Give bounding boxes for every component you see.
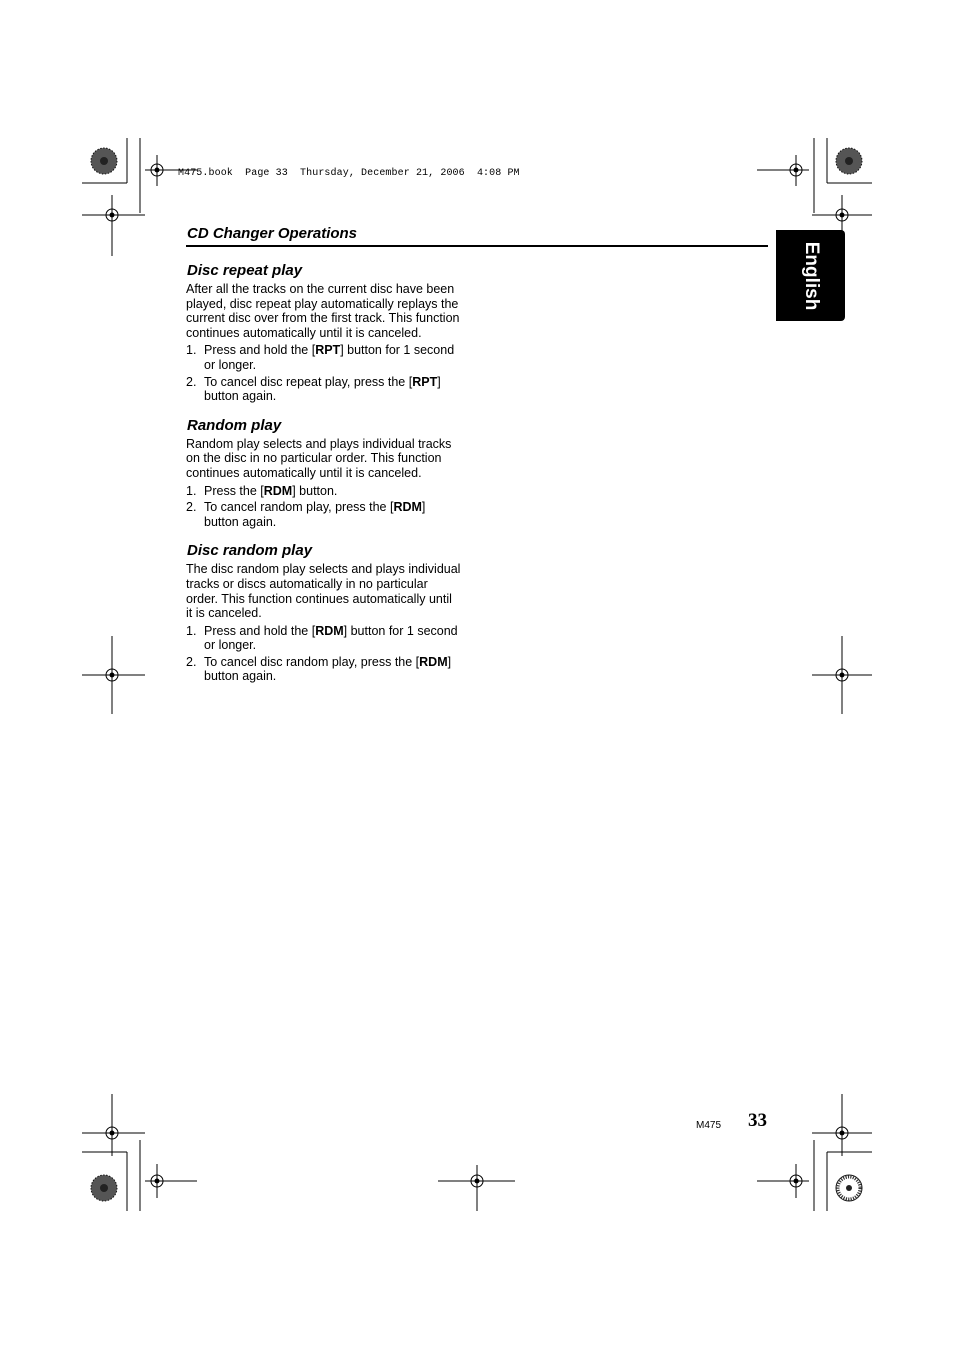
section-heading: Disc random play [187,542,313,560]
section-body: After all the tracks on the current disc have been played, disc repeat play automatically replays the current disc over from the first track. This function continues automatically until it is canceled. [186,282,460,340]
step-text: To cancel random play, press the [RDM] button again. [204,500,426,529]
step-item [186,500,461,529]
step-item [186,655,461,684]
key-label: RPT [315,343,341,358]
step-item [186,484,461,499]
step-number: 1. [186,483,197,498]
model-code: M475 [696,1120,722,1131]
section-body: Random play selects and plays individual tracks on the disc in no particular order. This function continues automatically until it is canceled. [186,436,452,480]
key-label: RPT [412,374,438,389]
step-item [186,624,461,653]
page-number: 33 [748,1110,767,1131]
registration-target-icon [91,1175,117,1201]
step-text: Press and hold the [RPT] button for 1 second or longer. [204,343,455,372]
step-number: 2. [186,374,197,389]
content-column [186,262,461,697]
section-heading: Random play [187,416,282,434]
step-text: Press and hold the [RDM] button for 1 second or longer. [204,623,458,653]
section-random-play [186,417,461,530]
registration-target-icon [91,148,117,174]
language-tab [776,230,845,321]
section-disc-random-play [186,542,461,684]
language-tab-label: English [800,241,822,310]
section-disc-repeat-play [186,262,461,404]
key-label: RDM [263,483,293,498]
key-label: RDM [393,500,422,515]
print-header: M475.book Page 33 Thursday, December 21, 2006 4:08 PM [178,168,520,179]
section-heading: Disc repeat play [187,262,303,279]
section-title: CD Changer Operations [187,225,358,242]
section-rule [186,245,768,247]
step-text: Press the [RDM] button. [204,483,338,498]
step-list [186,484,461,530]
step-text: To cancel disc repeat play, press the [RPT] button again. [204,374,441,404]
registration-target-icon [836,1175,862,1201]
key-label: RDM [315,623,344,638]
section-body: The disc random play selects and plays individual tracks or discs automatically in no particular order. This function continues automatically until it is canceled. [186,562,461,621]
step-text: To cancel disc random play, press the [RDM] button again. [204,654,452,684]
registration-target-icon [836,148,862,174]
key-label: RDM [419,654,448,669]
step-number: 1. [186,623,197,638]
step-list [186,624,461,684]
step-item [186,343,461,372]
step-list [186,343,461,403]
step-number: 1. [186,343,197,358]
step-number: 2. [186,500,197,515]
step-number: 2. [186,654,197,669]
step-item [186,375,461,404]
